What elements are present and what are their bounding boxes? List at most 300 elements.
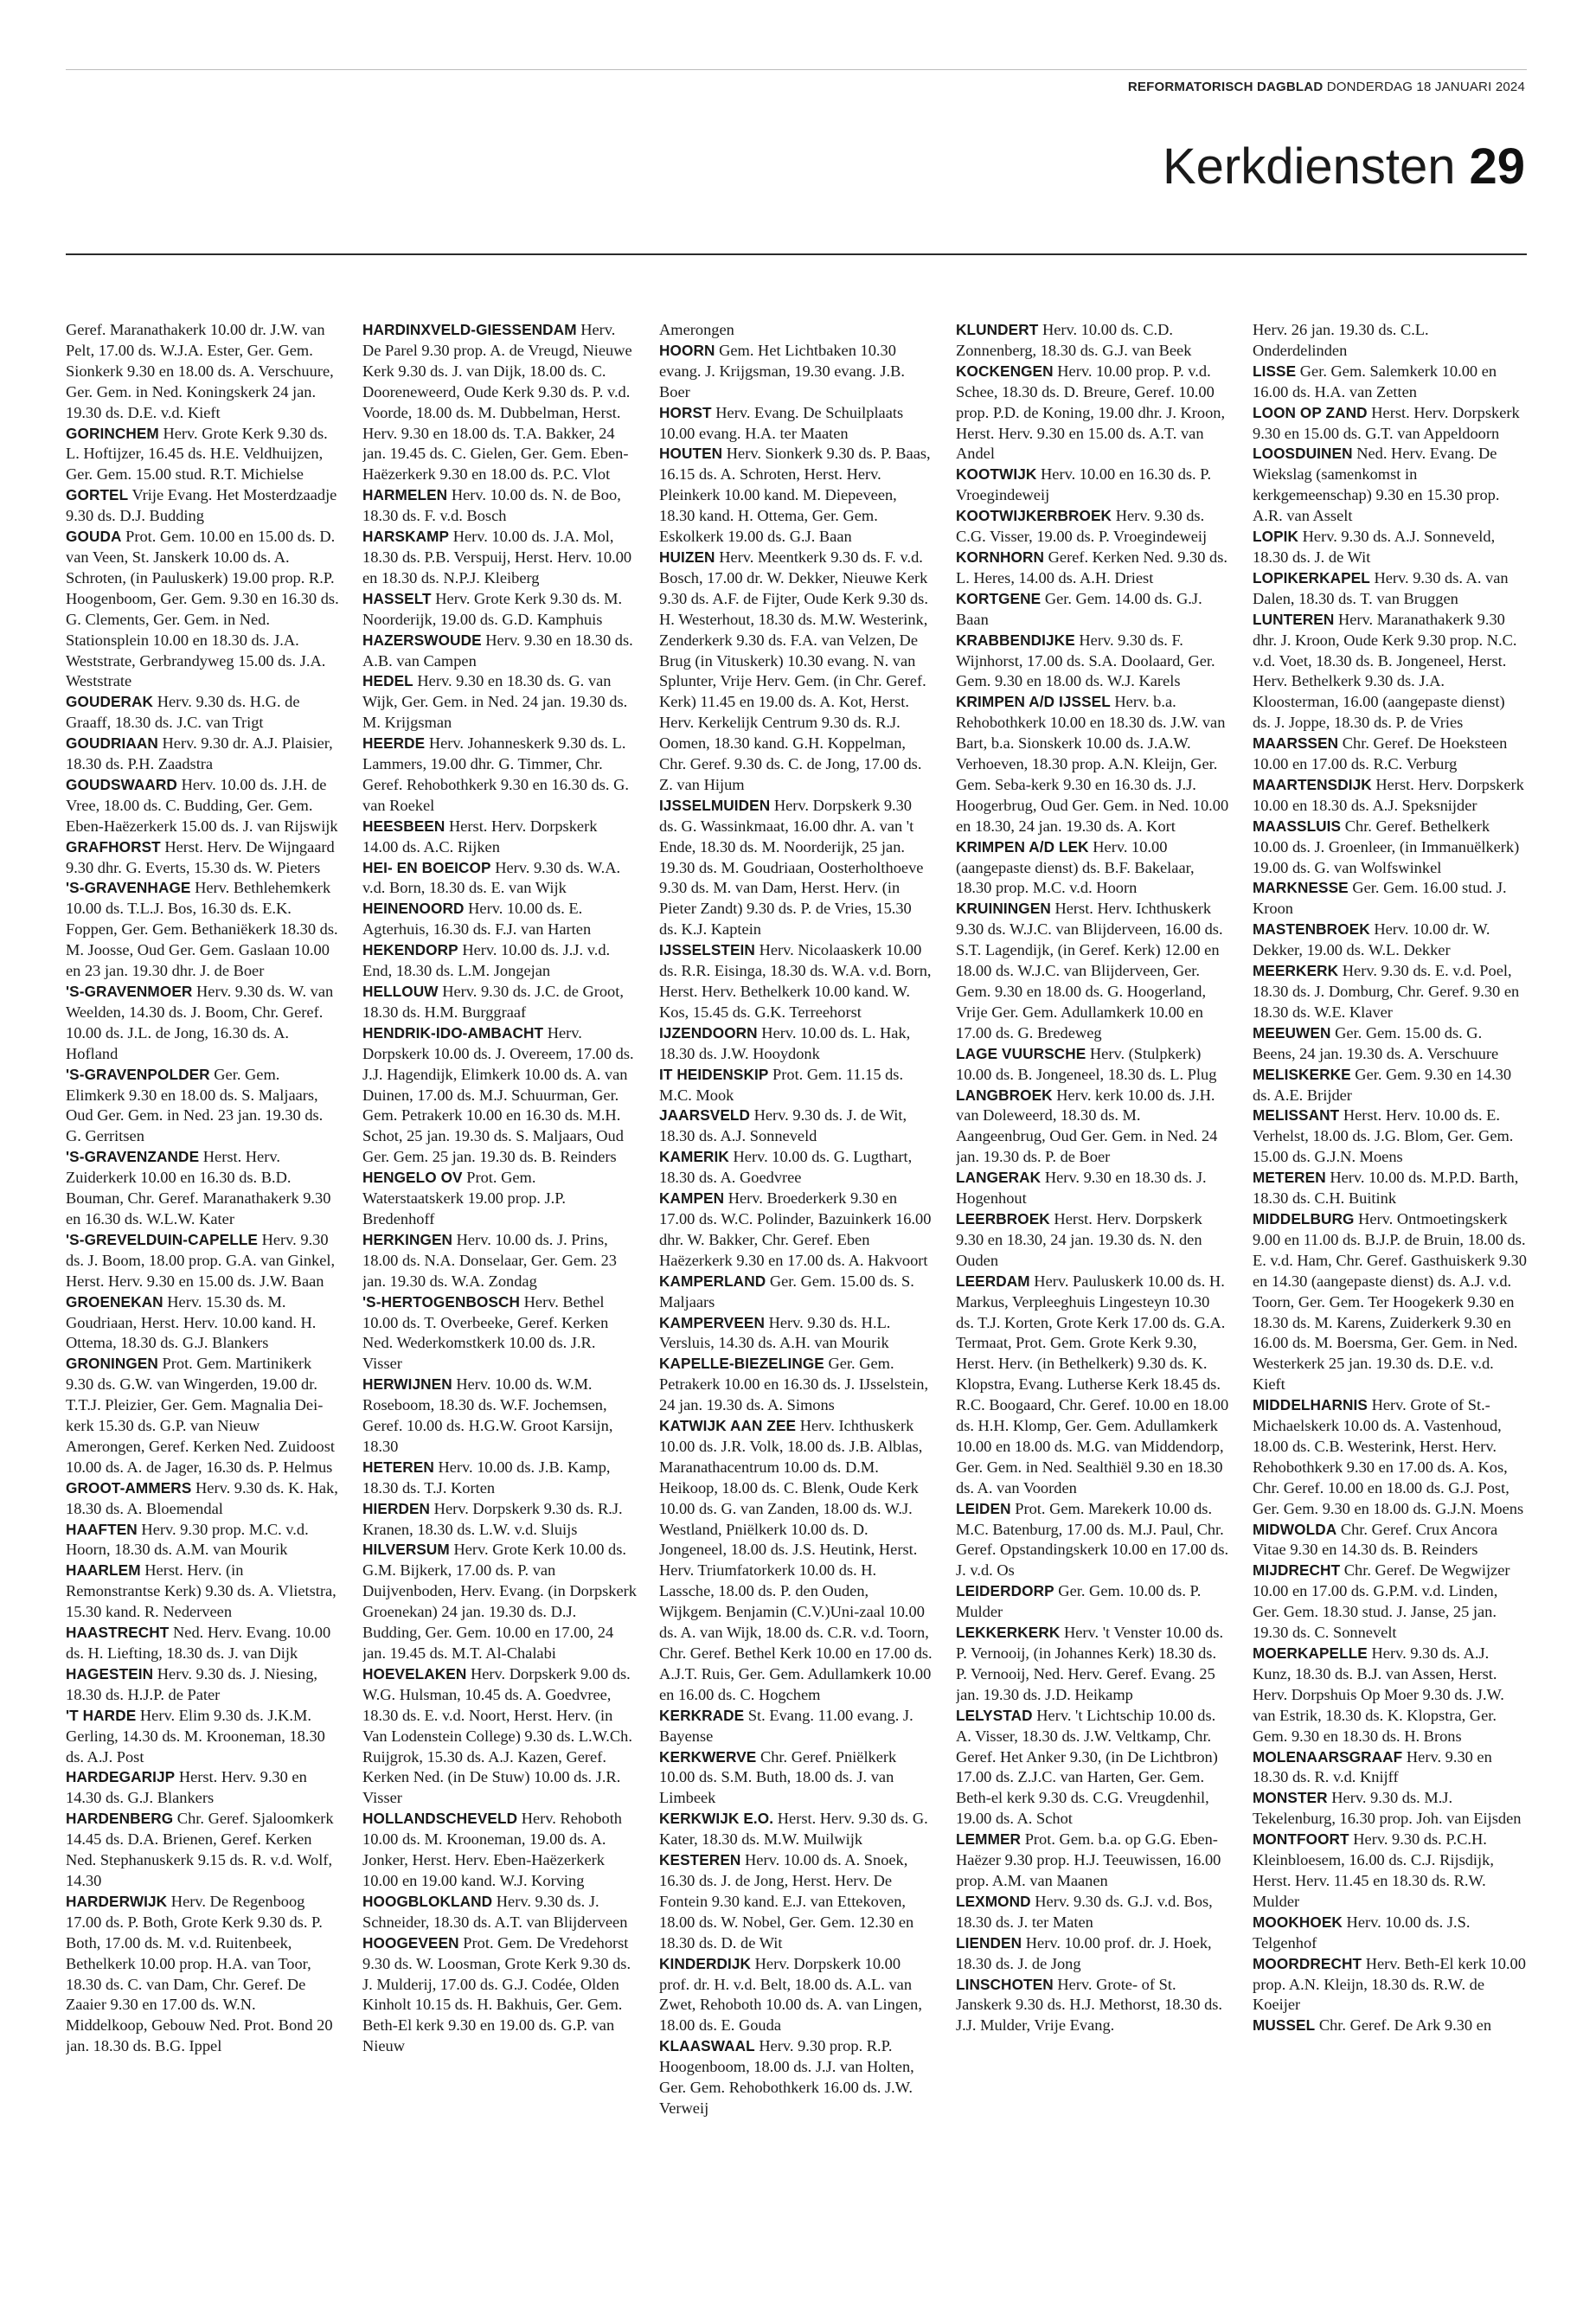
service-details: Herv. Nicolaaskerk 10.00 ds. R.R. Eisinga, 18.30 ds. W.A. v.d. Born, Herst. Herv. Bethelkerk 10.00 kand. W. Kos, 15.45 ds. G.K. Terreehorst [659, 941, 932, 1021]
service-details: Chr. Geref. Bethelkerk 10.00 ds. J. Groenleer, (in Immanuëlkerk) 19.00 ds. G. van Wolfswinkel [1253, 817, 1520, 876]
listing-entry [1253, 961, 1527, 1023]
listing-entry [956, 1044, 1230, 1086]
place-name: HEESBEEN [362, 817, 445, 835]
listing-entry [1253, 1913, 1527, 1954]
place-name: MEEUWEN [1253, 1023, 1331, 1042]
place-name: HARSKAMP [362, 528, 450, 546]
place-name: HOEVELAKEN [362, 1664, 467, 1682]
listing-entry [66, 1292, 340, 1355]
service-details: Herv. 9.30 ds. J.C. de Groot, 18.30 ds. H.M. Burggraaf [362, 983, 624, 1021]
listing-entry [66, 527, 340, 692]
service-details: Herv. 9.30 ds. A.J. Sonneveld, 18.30 ds. J. de Wit [1253, 528, 1496, 566]
listing-entry [956, 1933, 1230, 1975]
service-details: Herv. Dorpskerk 10.00 prof. dr. H. v.d. Belt, 18.00 ds. A.L. van Zwet, Rehoboth 10.00 ds. A. van Lingen, 18.00 ds. E. Gouda [659, 1954, 922, 2035]
place-name: HOOGEVEEN [362, 1933, 459, 1952]
listing-entry [956, 1086, 1230, 1169]
place-name: KAPELLE-BIEZELINGE [659, 1355, 824, 1373]
listing-entry [66, 1147, 340, 1230]
listing-entry [659, 2036, 933, 2119]
listing-entry [66, 1478, 340, 1520]
service-details: Herv. Grote- of St. Janskerk 9.30 ds. H.J. Methorst, 18.30 ds. J.J. Mulder, Vrije Evang. [956, 1975, 1223, 2035]
service-details: Herst. Herv. (in Remonstrantse Kerk) 9.30 ds. A. Vlietstra, 15.30 kand. R. Nederveen [66, 1561, 337, 1621]
listing-entry [956, 548, 1230, 589]
service-details: Herv. 9.30 ds. E. v.d. Poel, 18.30 ds. J. Domburg, Chr. Geref. 9.30 en 18.30 ds. W.E. Klaver [1253, 962, 1520, 1021]
listing-entry [66, 1706, 340, 1768]
listing-entry [1253, 1561, 1527, 1644]
listing-entry [1253, 2016, 1527, 2036]
place-name: MONSTER [1253, 1789, 1328, 1807]
listing-entry [362, 817, 637, 858]
listing-entry [1253, 1954, 1527, 2016]
place-name: MIJDRECHT [1253, 1561, 1341, 1580]
place-name: MOERKAPELLE [1253, 1644, 1368, 1662]
place-name: KLUNDERT [956, 321, 1039, 338]
listing-entry [956, 1706, 1230, 1830]
listing-entry [1253, 920, 1527, 961]
place-name: KAMPERVEEN [659, 1313, 765, 1331]
service-details: Herv. 9.30 ds. A. van Dalen, 18.30 ds. T. van Bruggen [1253, 568, 1509, 607]
place-name: LANGERAK [956, 1169, 1042, 1187]
listing-entry [66, 692, 340, 734]
listing-entry [362, 1540, 637, 1663]
place-name: MELISKERKE [1253, 1065, 1351, 1083]
service-details: Herv. De Regenboog 17.00 ds. P. Both, Grote Kerk 9.30 ds. P. Both, 17.00 ds. M. v.d. Ruitenbeek, Bethelkerk 10.00 prop. H.A. van Toor, 18.30 ds. C. van Dam, Chr. Geref. De Zaaier 9.30 en 17.00 ds. W.N. Middelkoop, Gebouw Ned. Prot. Bond 20 jan. 18.30 ds. B.G. Ippel [66, 1892, 333, 2055]
listing-entry [659, 1313, 933, 1355]
listing-entry [956, 1499, 1230, 1582]
place-name: MASTENBROEK [1253, 920, 1370, 939]
place-name: GROOT-AMMERS [66, 1478, 192, 1497]
place-name: GORINCHEM [66, 424, 159, 442]
service-details: St. Evang. 11.00 evang. J. Bayense [659, 1706, 913, 1745]
listing-entry [66, 424, 340, 486]
place-name: MIDDELBURG [1253, 1209, 1355, 1227]
place-name: MOORDRECHT [1253, 1954, 1362, 1972]
listing-entry [66, 982, 340, 1065]
listing-entry [1253, 1209, 1527, 1395]
service-details: Chr. Geref. De Ark 9.30 en [1318, 2016, 1492, 2035]
service-details: Herv. Grote Kerk 9.30 ds. M. Noorderijk, 19.00 ds. G.D. Kamphuis [362, 589, 623, 628]
service-details: Geref. Kerken Ned. 9.30 ds. L. Heres, 14.00 ds. A.H. Driest [956, 548, 1227, 586]
listing-entry [1253, 1788, 1527, 1830]
service-details: Ger. Gem. 15.00 ds. S. Maljaars [659, 1272, 914, 1311]
service-details: Herst. Herv. Zuiderkerk 10.00 en 16.30 ds. B.D. Bouman, Chr. Geref. Maranathakerk 9.30 en 16.30 ds. W.L.W. Kater [66, 1148, 331, 1227]
place-name: IJSSELMUIDEN [659, 796, 771, 814]
place-name: LIENDEN [956, 1933, 1022, 1952]
service-details: Herv. 10.00 ds. C.D. Zonnenberg, 18.30 ds. G.J. van Beek [956, 321, 1192, 359]
listing-entry [362, 1023, 637, 1168]
service-details: Herv. 10.00 ds. W.M. Roseboom, 18.30 ds. W.F. Jochemsen, Geref. 10.00 ds. H.G.W. Groot Karsijn, 18.30 [362, 1375, 613, 1455]
service-details: Herv. 9.30 ds. W.A. v.d. Born, 18.30 ds. E. van Wijk [362, 858, 621, 897]
service-details: Herv. 10.00 ds. M.P.D. Barth, 18.30 ds. C.H. Buitink [1253, 1169, 1519, 1208]
listing-entry [1253, 1023, 1527, 1065]
listing-entry [659, 320, 933, 341]
service-details: Herv. 10.00 prof. dr. J. Hoek, 18.30 ds. J. de Jong [956, 1933, 1212, 1972]
service-details: Amerongen [659, 321, 734, 338]
listing-entry [66, 1230, 340, 1292]
place-name: MARKNESSE [1253, 879, 1349, 897]
service-details: Herv. Dorpskerk 9.00 ds. W.G. Hulsman, 10.45 ds. A. Goedvree, 18.30 ds. E. v.d. Noort, Herst. Herv. (in Van Lodenstein College) 9.30 ds. L.W.Ch. Ruijgrok, 15.30 ds. A.J. Kazen, Geref. Kerken Ned. (in De Stuw) 10.00 ds. J.R. Visser [362, 1664, 632, 1807]
service-details: Herv. Beth-El kerk 10.00 prop. A.N. Kleijn, 18.30 ds. R.W. de Koeijer [1253, 1954, 1526, 2014]
place-name: LEERDAM [956, 1272, 1030, 1290]
place-name: 'S-GRAVENPOLDER [66, 1065, 210, 1083]
place-name: HEI- EN BOEICOP [362, 858, 491, 876]
column-5 [1253, 320, 1527, 2284]
listing-entry [956, 1581, 1230, 1623]
service-details: Herv. 26 jan. 19.30 ds. C.L. Onderdelinden [1253, 321, 1429, 359]
listing-entry [1253, 610, 1527, 734]
listing-entry [362, 1375, 637, 1458]
place-name: HARDINXVELD-GIESSENDAM [362, 321, 577, 338]
service-details: Herv. 9.30 ds. J. Niesing, 18.30 ds. H.J.P. de Pater [66, 1664, 318, 1703]
service-details: Herv. Dorpskerk 10.00 ds. J. Overeem, 17.00 ds. J.J. Hagendijk, Elimkerk 10.00 ds. A. van Duinen, 17.00 ds. M.J. Schuurman, Ger. Gem. Petrakerk 10.00 en 16.30 ds. M.H. Schot, 25 jan. 19.30 ds. S. Maljaars, Oud Ger. Gem. 25 jan. 19.30 ds. B. Reinders [362, 1023, 634, 1166]
place-name: LOON OP ZAND [1253, 403, 1368, 421]
place-name: 'S-GREVELDUIN-CAPELLE [66, 1230, 258, 1248]
listing-entry [362, 589, 637, 631]
service-details: Herst. Herv. 9.30 en 14.30 ds. G.J. Blankers [66, 1768, 307, 1807]
service-details: Herv. 9.30 en 18.30 ds. R. v.d. Knijff [1253, 1747, 1492, 1786]
service-details: Herv. 9.30 ds. C.G. Visser, 19.00 ds. P. Vroegindeweij [956, 507, 1208, 546]
listing-entry [66, 1520, 340, 1561]
place-name: HARMELEN [362, 486, 448, 504]
service-details: Herv. Elim 9.30 ds. J.K.M. Gerling, 14.30 ds. M. Krooneman, 18.30 ds. A.J. Post [66, 1706, 325, 1766]
listing-entry [956, 1830, 1230, 1892]
service-listings [66, 320, 1527, 2284]
service-details: Herv. 9.30 ds. F. Wijnhorst, 17.00 ds. S.A. Doolaard, Ger. Gem. 9.30 en 18.00 ds. W.J. Karels [956, 631, 1215, 690]
service-details: Herv. Sionkerk 9.30 ds. P. Baas, 16.15 ds. A. Schroten, Herst. Herv. Pleinkerk 10.00 kand. M. Diepeveen, 18.30 kand. H. Ottema, Ger. Gem. Eskolkerk 19.00 ds. G.J. Baan [659, 445, 931, 546]
place-name: 'S-GRAVENMOER [66, 983, 193, 1000]
place-name: HAASTRECHT [66, 1624, 170, 1642]
service-details: Ger. Gem. 14.00 ds. G.J. Baan [956, 589, 1202, 628]
service-details: Herv. De Parel 9.30 prop. A. de Vreugd, Nieuwe Kerk 9.30 ds. J. van Dijk, 18.00 ds. C. Dooreneweerd, Oude Kerk 9.30 ds. P. v.d. Voorde, 18.00 ds. M. Dubbelman, Herst. Herv. 9.30 en 18.00 ds. T.A. Bakker, 24 jan. 19.45 ds. C. Gielen, Ger. Gem. Eben-Haëzerkerk 9.30 en 18.00 ds. P.C. Vlot [362, 321, 632, 484]
service-details: Ger. Gem. 15.00 ds. G. Beens, 24 jan. 19.30 ds. A. Verschuure [1253, 1023, 1499, 1062]
service-details: Herv. 10.00 (aangepaste dienst) ds. B.F. Bakelaar, 18.30 prop. M.C. v.d. Hoorn [956, 837, 1195, 897]
listing-entry [1253, 568, 1527, 610]
place-name: HOUTEN [659, 445, 723, 463]
listing-entry [362, 1458, 637, 1499]
listing-entry [956, 506, 1230, 548]
listing-entry [659, 1106, 933, 1147]
place-name: HELLOUW [362, 983, 439, 1000]
place-name: KERKWERVE [659, 1747, 757, 1766]
listing-entry [659, 1747, 933, 1810]
listing-entry [1253, 1106, 1527, 1168]
service-details: Herv. 10.00 en 16.30 ds. P. Vroegindeweij [956, 465, 1212, 504]
place-name: MAARTENSDIJK [1253, 775, 1372, 793]
service-details: Herv. 9.30 ds. M.J. Tekelenburg, 16.30 prop. Joh. van Eijsden [1253, 1789, 1522, 1828]
service-details: Ned. Herv. Evang. 10.00 ds. H. Liefting, 18.30 ds. J. van Dijk [66, 1624, 331, 1662]
place-name: GROENEKAN [66, 1292, 163, 1311]
listing-entry [1253, 734, 1527, 775]
issue-date: DONDERDAG 18 JANUARI 2024 [1326, 80, 1525, 94]
service-details: Herv. 10.00 prop. P. v.d. Schee, 18.30 ds. D. Breure, Geref. 10.00 prop. P.D. de Koning, 19.00 dhr. J. Kroon, Herst. Herv. 9.30 en 15.00 ds. A.T. van Andel [956, 362, 1226, 463]
listing-entry [659, 1850, 933, 1954]
service-details: Herv. 9.30 ds. J. Schneider, 18.30 ds. A.T. van Blijderveen [362, 1892, 628, 1931]
service-details: Herv. 't Venster 10.00 ds. P. Vernooij, (in Johannes Kerk) 18.30 ds. P. Vernooij, Ned. Herv. Geref. Evang. 25 jan. 19.30 ds. J.D. Heikamp [956, 1624, 1224, 1703]
service-details: Ger. Gem. Salemkerk 10.00 en 16.00 ds. H.A. van Zetten [1253, 362, 1497, 401]
service-details: Herv. 9.30 ds. P.C.H. Kleinbloesem, 16.00 ds. C.J. Rijsdijk, Herst. Herv. 11.45 en 18.30 ds. R.W. Mulder [1253, 1830, 1494, 1910]
listing-entry [659, 1809, 933, 1850]
listing-entry [659, 1272, 933, 1313]
service-details: Herv. Grote Kerk 9.30 ds. L. Hoftijzer, 16.45 ds. H.E. Veldhuijzen, Ger. Gem. 15.00 stud. R.T. Michielse [66, 424, 328, 484]
place-name: LINSCHOTEN [956, 1975, 1054, 1993]
place-name: GRAFHORST [66, 837, 161, 856]
place-name: KRIMPEN A/D IJSSEL [956, 693, 1111, 711]
masthead [1128, 80, 1525, 94]
place-name: HOORN [659, 341, 715, 359]
listing-entry [956, 465, 1230, 506]
place-name: KESTEREN [659, 1851, 741, 1869]
service-details: Herv. 15.30 ds. M. Goudriaan, Herst. Herv. 10.00 kand. H. Ottema, 18.30 ds. G.J. Blankers [66, 1292, 317, 1352]
listing-entry [956, 631, 1230, 693]
listing-entry [1253, 1168, 1527, 1209]
place-name: LAGE VUURSCHE [956, 1044, 1086, 1062]
service-details: Gem. Het Lichtbaken 10.30 evang. J. Krijgsman, 19.30 evang. J.B. Boer [659, 341, 905, 401]
place-name: HARDENBERG [66, 1810, 174, 1828]
listing-entry [362, 858, 637, 900]
section-rule [66, 253, 1527, 255]
place-name: HETEREN [362, 1458, 434, 1476]
column-4 [956, 320, 1230, 2284]
listing-entry [362, 671, 637, 734]
listing-entry [362, 734, 637, 817]
listing-entry [66, 1892, 340, 2057]
service-details: Herv. 10.00 ds. E. Agterhuis, 16.30 ds. F.J. van Harten [362, 900, 592, 939]
service-details: Herv. Bethlehemkerk 10.00 ds. T.L.J. Bos, 16.30 ds. E.K. Foppen, Ger. Gem. Bethaniëkerk 18.30 ds. M. Joosse, Oud Ger. Gem. Gaslaan 10.00 en 23 jan. 19.30 dhr. J. de Boer [66, 879, 338, 980]
service-details: Herv. Broederkerk 9.30 en 17.00 ds. W.C. Polinder, Bazuinkerk 16.00 dhr. W. Bakker, Chr. Geref. Eben Haëzerkerk 9.30 en 17.00 ds. A. Hakvoort [659, 1189, 932, 1269]
service-details: Herv. Dorpskerk 9.30 ds. R.J. Kranen, 18.30 ds. L.W. v.d. Sluijs [362, 1499, 623, 1538]
listing-entry [362, 1168, 637, 1230]
listing-entry [956, 1623, 1230, 1706]
place-name: HENDRIK-IDO-AMBACHT [362, 1023, 544, 1042]
listing-entry [1253, 1395, 1527, 1519]
service-details: Herv. 9.30 ds. J. de Wit, 18.30 ds. A.J. Sonneveld [659, 1106, 907, 1145]
place-name: LANGBROEK [956, 1086, 1053, 1104]
place-name: HARDEGARIJP [66, 1768, 176, 1786]
listing-entry [659, 1023, 933, 1065]
service-details: Prot. Gem. 10.00 en 15.00 ds. D. van Veen, St. Janskerk 10.00 ds. A. Schroten, (in Pauluskerk) 19.00 prop. R.P. Hoogenboom, Ger. Gem. 9.30 en 16.30 ds. G. Clements, Ger. Gem. in Ned. Stationsplein 10.00 en 18.30 ds. J.A. Weststrate, Gerbrandyweg 15.00 ds. J.A. Weststrate [66, 528, 339, 690]
place-name: GRONINGEN [66, 1355, 158, 1373]
service-details: Herst. Herv. Dorpskerk 10.00 en 18.30 ds. A.J. Speksnijder [1253, 775, 1524, 814]
listing-entry [659, 940, 933, 1023]
place-name: MOOKHOEK [1253, 1913, 1343, 1931]
section-heading [1162, 138, 1525, 195]
place-name: KRUININGEN [956, 900, 1051, 918]
service-details: Herst. Herv. Dorpskerk 9.30 en 18.30, 24 jan. 19.30 ds. N. den Ouden [956, 1209, 1202, 1269]
listing-entry [956, 362, 1230, 465]
listing-entry [66, 320, 340, 424]
service-details: Vrije Evang. Het Mosterdzaadje 9.30 ds. D.J. Budding [66, 486, 337, 525]
service-details: Herv. 9.30 prop. M.C. v.d. Hoorn, 18.30 ds. A.M. van Mourik [66, 1520, 309, 1559]
place-name: IJSSELSTEIN [659, 941, 755, 959]
listing-entry [66, 734, 340, 775]
listing-entry [66, 1354, 340, 1477]
service-details: Prot. Gem. Marekerk 10.00 ds. M.C. Batenburg, 17.00 ds. M.J. Paul, Chr. Geref. Opstandingskerk 10.00 en 17.00 ds. J. v.d. Os [956, 1499, 1229, 1580]
service-details: Herv. 9.30 prop. R.P. Hoogenboom, 18.00 ds. J.J. van Holten, Ger. Gem. Rehobothkerk 16.00 ds. J.W. Verweij [659, 2037, 914, 2117]
place-name: GOUDA [66, 528, 122, 546]
service-details: Herv. 10.00 ds. L. Hak, 18.30 ds. J.W. Hooydonk [659, 1023, 911, 1062]
service-details: Herv. 9.30 ds. J. Boom, 18.00 prop. G.A. van Ginkel, Herst. Herv. 9.30 en 15.00 ds. J.W. Baan [66, 1230, 336, 1290]
place-name: HUIZEN [659, 548, 715, 566]
service-details: Herv. 10.00 ds. J.B. Kamp, 18.30 ds. T.J. Korten [362, 1458, 611, 1497]
place-name: LEXMOND [956, 1892, 1031, 1910]
service-details: Herst. Herv. De Wijngaard 9.30 dhr. G. Everts, 15.30 ds. W. Pieters [66, 837, 335, 876]
place-name: LELYSTAD [956, 1706, 1033, 1724]
service-details: Herv. Maranathakerk 9.30 dhr. J. Kroon, Oude Kerk 9.30 prop. N.C. v.d. Voet, 18.30 ds. B. Jongeneel, Herst. Herv. Bethelkerk 9.30 ds. J.A. Kloosterman, 16.00 (aangepaste dienst) ds. J. Joppe, 18.30 ds. P. de Vries [1253, 610, 1517, 732]
service-details: Herv. Johanneskerk 9.30 ds. L. Lammers, 19.00 dhr. G. Timmer, Chr. Geref. Rehobothkerk 9.30 en 16.30 ds. G. van Roekel [362, 734, 629, 814]
listing-entry [362, 1499, 637, 1541]
service-details: Herv. 10.00 ds. J. Prins, 18.00 ds. N.A. Donselaar, Ger. Gem. 23 jan. 19.30 ds. W.A. Zondag [362, 1230, 617, 1290]
service-details: Herv. kerk 10.00 ds. J.H. van Doleweerd, 18.30 ds. M. Aangeenbrug, Oud Ger. Gem. in Ned. 24 jan. 19.30 ds. P. de Boer [956, 1086, 1218, 1166]
service-details: Herv. Grote Kerk 10.00 ds. G.M. Bijkerk, 17.00 ds. P. van Duijvenboden, Herv. Evang. (in Dorpskerk Groenekan) 24 jan. 19.30 ds. D.J. Budding, Ger. Gem. 10.00 en 17.00, 24 jan. 19.45 ds. M.T. Al-Chalabi [362, 1541, 637, 1662]
service-details: Herv. 10.00 ds. J.A. Mol, 18.30 ds. P.B. Verspuij, Herst. Herv. 10.00 en 18.30 ds. N.P.J. Kleiberg [362, 528, 632, 586]
listing-entry [956, 1272, 1230, 1499]
service-details: Ger. Gem. Petrakerk 10.00 en 16.30 ds. J. IJsselstein, 24 jan. 19.30 ds. A. Simons [659, 1355, 929, 1414]
listing-entry [66, 837, 340, 879]
place-name: LEIDEN [956, 1499, 1011, 1517]
service-details: Chr. Geref. Crux Ancora Vitae 9.30 en 14.30 ds. B. Reinders [1253, 1520, 1498, 1559]
place-name: GOUDRIAAN [66, 734, 158, 753]
service-details: Chr. Geref. Sjaloomkerk 14.45 ds. D.A. Brienen, Geref. Kerken Ned. Stephanuskerk 9.15 ds. R. v.d. Wolf, 14.30 [66, 1810, 334, 1889]
listing-entry [362, 1933, 637, 2057]
listing-entry [956, 837, 1230, 900]
listing-entry [66, 1767, 340, 1809]
service-details: Herv. Evang. De Schuilplaats 10.00 evang. H.A. ter Maaten [659, 403, 904, 442]
listing-entry [659, 444, 933, 548]
service-details: Ger. Gem. 9.30 en 14.30 ds. A.E. Brijder [1253, 1065, 1512, 1104]
service-details: Herv. 10.00 ds. J.S. Telgenhof [1253, 1913, 1471, 1952]
section-title: Kerkdiensten [1162, 138, 1456, 195]
service-details: Herv. 9.30 ds. H.G. de Graaff, 18.30 ds. J.C. van Trigt [66, 693, 300, 732]
place-name: MELISSANT [1253, 1106, 1340, 1125]
place-name: 'S-HERTOGENBOSCH [362, 1292, 521, 1311]
listing-entry [659, 548, 933, 796]
listing-entry [659, 1147, 933, 1189]
column-3 [659, 320, 933, 2284]
place-name: GOUDERAK [66, 693, 154, 711]
service-details: Prot. Gem. 11.15 ds. M.C. Mook [659, 1065, 904, 1104]
listing-entry [362, 982, 637, 1023]
listing-entry [956, 1168, 1230, 1209]
service-details: Herv. Pauluskerk 10.00 ds. H. Markus, Verpleeghuis Lingesteyn 10.30 ds. T.J. Korten, Grote Kerk 17.00 ds. G.A. Termaat, Prot. Gem. Grote Kerk 9.30, Herst. Herv. (in Bethelkerk) 9.30 ds. K. Klopstra, Evang. Lutherse Kerk 18.45 ds. R.C. Boogaard, Chr. Geref. 10.00 en 18.00 ds. H.H. Klomp, Ger. Gem. Adullamkerk 10.00 en 18.00 ds. M.G. van Middendorp, Ger. Gem. in Ned. Sealthiël 9.30 en 18.30 ds. A. van Voorden [956, 1272, 1229, 1497]
service-details: Herv. 9.30 ds. A.J. Kunz, 18.30 ds. B.J. van Assen, Herst. Herv. Dorpshuis Op Moer 9.30 ds. J.W. van Estrik, 18.30 ds. K. Klopstra, Ger. Gem. 9.30 en 18.30 ds. H. Brons [1253, 1644, 1504, 1745]
place-name: HAARLEM [66, 1561, 141, 1580]
place-name: MOLENAARSGRAAF [1253, 1747, 1403, 1766]
listing-entry [659, 1416, 933, 1706]
listing-entry [362, 1292, 637, 1375]
listing-entry [956, 589, 1230, 631]
place-name: KAMERIK [659, 1148, 729, 1166]
top-hairline [66, 69, 1527, 70]
place-name: KRIMPEN A/D LEK [956, 837, 1089, 856]
place-name: METEREN [1253, 1169, 1326, 1187]
place-name: KERKRADE [659, 1706, 745, 1724]
place-name: 'S-GRAVENZANDE [66, 1148, 200, 1166]
place-name: GOUDSWAARD [66, 775, 177, 793]
listing-entry [1253, 320, 1527, 362]
listing-entry [659, 1954, 933, 2037]
service-details: Herv. 10.00 dr. W. Dekker, 19.00 ds. W.L. Dekker [1253, 920, 1490, 959]
column-1 [66, 320, 340, 2284]
place-name: HARDERWIJK [66, 1892, 168, 1910]
place-name: LOPIK [1253, 528, 1299, 546]
service-details: Ger. Gem. 16.00 stud. J. Kroon [1253, 879, 1507, 918]
service-details: Herv. 9.30 en 18.30 ds. A.B. van Campen [362, 631, 633, 670]
listing-entry [1253, 1830, 1527, 1913]
listing-entry [362, 1664, 637, 1809]
listing-entry [1253, 444, 1527, 527]
listing-entry [66, 1065, 340, 1148]
service-details: Ned. Herv. Evang. De Wiekslag (samenkomst in kerkgemeenschap) 9.30 en 15.30 prop. A.R. van Asselt [1253, 445, 1500, 525]
listing-entry [956, 1975, 1230, 2037]
place-name: KATWIJK AAN ZEE [659, 1417, 797, 1435]
listing-entry [1253, 878, 1527, 920]
place-name: MAASSLUIS [1253, 817, 1342, 835]
place-name: LOPIKERKAPEL [1253, 568, 1370, 586]
place-name: HOLLANDSCHEVELD [362, 1810, 518, 1828]
place-name: HORST [659, 403, 712, 421]
service-details: Herv. Ontmoetingskerk 9.00 en 11.00 ds. B.J.P. de Bruin, 18.00 ds. E. v.d. Ham, Chr. Geref. Gasthuiskerk 9.30 en 14.30 (aangepaste dienst) ds. A.J. v.d. Toorn, Ger. Gem. Ter Hoogekerk 9.30 en 18.30 ds. M. Karens, Zuiderkerk 9.30 en 16.00 ds. M. Boersma, Ger. Gem. in Ned. Westerkerk 25 jan. 19.30 ds. D.E. v.d. Kieft [1253, 1209, 1527, 1394]
place-name: JAARSVELD [659, 1106, 750, 1125]
place-name: KERKWIJK E.O. [659, 1810, 774, 1828]
place-name: HASSELT [362, 589, 432, 607]
listing-entry [1253, 362, 1527, 403]
service-details: Herv. 10.00 ds. J.H. de Vree, 18.00 ds. C. Budding, Ger. Gem. Eben-Haëzerkerk 15.00 ds. J. van Rijswijk [66, 775, 338, 835]
service-details: Herv. Grote of St.-Michaelskerk 10.00 ds. A. Vastenhoud, 18.00 ds. C.B. Westerink, Herst. Herv. Rehobothkerk 9.30 en 17.00 ds. A. Kos, Chr. Geref. 10.00 en 18.00 ds. G.J. Post, Ger. Gem. 9.30 en 18.00 ds. G.J.N. Moens [1253, 1396, 1524, 1517]
listing-entry [66, 1809, 340, 1892]
listing-entry [956, 899, 1230, 1043]
place-name: KORTGENE [956, 589, 1042, 607]
service-details: Geref. Maranathakerk 10.00 dr. J.W. van Pelt, 17.00 ds. W.J.A. Ester, Ger. Gem. Sionkerk 9.30 en 18.00 ds. A. Verschuure, Ger. Gem. in Ned. Koningskerk 24 jan. 19.30 ds. D.E. v.d. Kieft [66, 321, 334, 421]
place-name: HEINENOORD [362, 900, 465, 918]
listing-entry [362, 1892, 637, 1933]
service-details: Prot. Gem. De Vredehorst 9.30 ds. W. Loosman, Grote Kerk 9.30 ds. J. Mulderij, 17.00 ds. G.J. Codée, Olden Kinholt 10.15 ds. H. Bakhuis, Ger. Gem. Beth-El kerk 9.30 en 19.00 ds. G.P. van Nieuw [362, 1933, 631, 2055]
listing-entry [1253, 775, 1527, 817]
service-details: Herst. Herv. Ichthuskerk 9.30 ds. W.J.C. van Blijderveen, 16.00 ds. S.T. Lagendijk, (in Geref. Kerk) 12.00 en 18.00 ds. W.J.C. van Blijderveen, Ger. Gem. 9.30 en 18.00 ds. G. Hoogerland, Vrije Ger. Gem. Adullamkerk 10.00 en 17.00 ds. G. Bredeweg [956, 900, 1223, 1042]
place-name: KINDERDIJK [659, 1954, 752, 1972]
place-name: LOOSDUINEN [1253, 445, 1353, 463]
place-name: 'T HARDE [66, 1706, 137, 1724]
service-details: Chr. Geref. Pniëlkerk 10.00 ds. S.M. Buth, 18.00 ds. J. van Limbeek [659, 1747, 897, 1807]
listing-entry [659, 796, 933, 940]
service-details: Herv. 9.30 en 18.30 ds. G. van Wijk, Ger. Gem. in Ned. 24 jan. 19.30 ds. M. Krijgsman [362, 672, 628, 732]
listing-entry [362, 1230, 637, 1292]
service-details: Herv. Ichthuskerk 10.00 ds. J.R. Volk, 18.00 ds. J.B. Alblas, Maranathacentrum 10.00 ds. D.M. Heikoop, 18.00 ds. C. Blenk, Oude Kerk 10.00 ds. G. van Zanden, 18.00 ds. W.J. Westland, Pniëlkerk 10.00 ds. D. Jongeneel, 18.00 ds. J.S. Heutink, Herst. Herv. Triumfatorkerk 10.00 ds. H. Lassche, 18.00 ds. P. den Ouden, Wijkgem. Benjamin (C.V.)Uni-zaal 10.00 ds. A. van Wijk, 18.00 ds. C.R. v.d. Toorn, Chr. Geref. Bethel Kerk 10.00 en 17.00 ds. A.J.T. Ruis, Ger. Gem. Adullamkerk 10.00 en 16.00 ds. C. Hogchem [659, 1417, 933, 1703]
place-name: HERWIJNEN [362, 1375, 452, 1394]
listing-entry [659, 341, 933, 403]
place-name: KORNHORN [956, 548, 1045, 566]
service-details: Prot. Gem. b.a. op G.G. Eben-Haëzer 9.30 prop. H.J. Teeuwissen, 16.00 prop. A.M. van Maanen [956, 1830, 1221, 1889]
service-details: Herv. Bethel 10.00 ds. T. Overbeeke, Geref. Kerken Ned. Wederkomstkerk 10.00 ds. J.R. Visser [362, 1292, 609, 1373]
service-details: Herv. Meentkerk 9.30 ds. F. v.d. Bosch, 17.00 dr. W. Dekker, Nieuwe Kerk 9.30 ds. A.F. de Fijter, Oude Kerk 9.30 ds. H. Westerhout, 18.30 ds. M.W. Westerink, Zenderkerk 9.30 ds. F.A. van Velzen, De Brug (in Vituskerk) 10.30 evang. N. van Splunter, Vrije Herv. Gem. (in Chr. Geref. Kerk) 11.45 en 19.00 ds. A. Kot, Herst. Herv. Kerkelijk Centrum 9.30 ds. R.J. Oomen, 18.30 kand. G.H. Koppelman, Chr. Geref. 9.30 ds. C. de Jong, 17.00 ds. Z. van Hijum [659, 548, 928, 793]
listing-entry [66, 1561, 340, 1623]
place-name: LISSE [1253, 362, 1297, 380]
place-name: MUSSEL [1253, 2016, 1316, 2035]
listing-entry [1253, 817, 1527, 879]
listing-entry [66, 878, 340, 982]
service-details: Prot. Gem. Martinikerk 9.30 ds. G.W. van Wingerden, 19.00 dr. T.T.J. Pleizier, Ger. Gem. Magnalia Dei-kerk 15.30 ds. G.P. van Nieuw Amerongen, Geref. Kerken Ned. Zuidoost 10.00 ds. A. de Jager, 16.30 ds. P. Helmus [66, 1355, 336, 1476]
service-details: Herv. b.a. Rehobothkerk 10.00 en 18.30 ds. J.W. van Bart, b.a. Sionskerk 10.00 ds. J.A.W. Verhoeven, 18.30 prop. A.N. Kleijn, Ger. Gem. Seba-kerk 9.30 en 16.30 ds. J.J. Hoogerbrug, Oud Ger. Gem. in Ned. 10.00 en 18.30, 24 jan. 19.30 ds. A. Kort [956, 693, 1229, 835]
listing-entry [66, 485, 340, 527]
listing-entry [956, 692, 1230, 836]
listing-entry [362, 940, 637, 982]
listing-entry [659, 1706, 933, 1747]
listing-entry [956, 1209, 1230, 1272]
service-details: Herv. (Stulpkerk) 10.00 ds. B. Jongeneel, 18.30 ds. L. Plug [956, 1044, 1217, 1083]
service-details: Chr. Geref. De Hoeksteen 10.00 en 17.00 ds. R.C. Verburg [1253, 734, 1508, 773]
listing-entry [66, 1623, 340, 1664]
listing-entry [1253, 1644, 1527, 1747]
service-details: Herv. Dorpskerk 9.30 ds. G. Wassinkmaat, 16.00 dhr. A. van 't Ende, 18.30 ds. M. Noorderijk, 25 jan. 19.30 ds. M. Goudriaan, Oosterholthoeve 9.30 ds. M. van Dam, Herst. Herv. (in Pieter Zandt) 9.30 ds. P. de Vries, 15.30 ds. K.J. Kaptein [659, 796, 924, 939]
